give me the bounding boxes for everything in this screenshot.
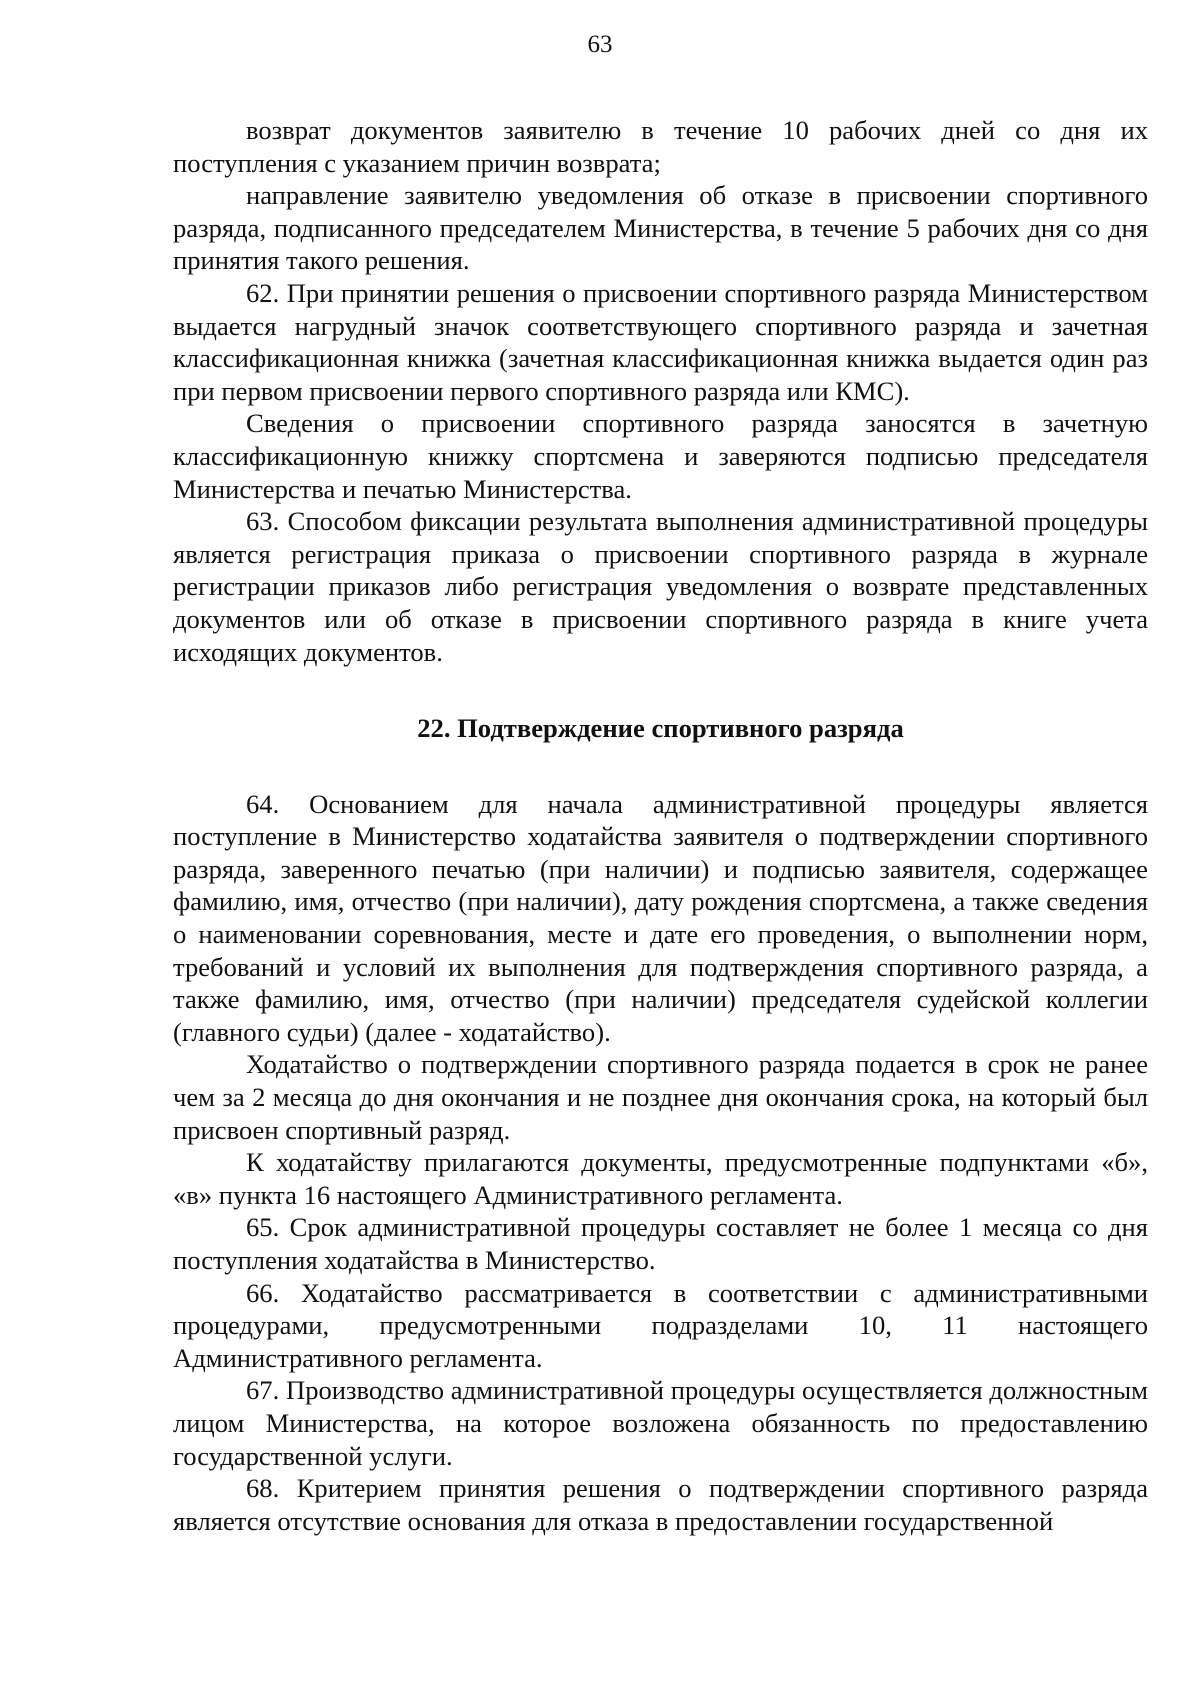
paragraph-68: 68. Критерием принятия решения о подтверждении спортивного разряда является отсутствие основания для отказа в предоставлении государственной [173,1473,1148,1536]
paragraph-62: 62. При принятии решения о присвоении спортивного разряда Министерством выдается нагрудный значок соответствующего спортивного разряда и зачетная классификационная книжка (зачетная классификационная книжка выдается один раз при первом присвоении первого спортивного разряда или КМС). [173,277,1148,406]
paragraph-64: 64. Основанием для начала административной процедуры является поступление в Министерство ходатайства заявителя о подтверждении спортивного разряда, заверенного печатью (при наличии) и подписью заявителя, содержащее фамилию, имя, отчество (при наличии), дату рождения спортсмена, а также сведения о наименовании соревнования, месте и дате его проведения, о выполнении норм, требований и условий их выполнения для подтверждения спортивного разряда, а также фамилию, имя, отчество (при наличии) председателя судейской коллегии (главного судьи) (далее - ходатайство). [173,788,1148,1047]
paragraph-63: 63. Способом фиксации результата выполнения административной процедуры является регистрация приказа о присвоении спортивного разряда в журнале регистрации приказов либо регистрация уведомления о возврате представленных документов или об отказе в присвоении спортивного разряда в книге учета исходящих документов. [173,506,1148,667]
document-body [173,114,1148,1537]
paragraph-record-book: Сведения о присвоении спортивного разряда заносятся в зачетную классификационную книжку спортсмена и заверяются подписью председателя Министерства и печатью Министерства. [173,408,1148,504]
paragraph-petition-deadline: Ходатайство о подтверждении спортивного разряда подается в срок не ранее чем за 2 месяца до дня окончания и не позднее дня окончания срока, на который был присвоен спортивный разряд. [173,1049,1148,1145]
paragraph-attachments: К ходатайству прилагаются документы, предусмотренные подпунктами «б», «в» пункта 16 настоящего Административного регламента. [173,1147,1148,1210]
paragraph-refusal-notice: направление заявителю уведомления об отказе в присвоении спортивного разряда, подписанного председателем Министерства, в течение 5 рабочих дня со дня принятия такого решения. [173,180,1148,276]
paragraph-65: 65. Срок административной процедуры составляет не более 1 месяца со дня поступления ходатайства в Министерство. [173,1212,1148,1275]
page-number: 63 [587,31,613,58]
section-heading: 22. Подтверждение спортивного разряда [417,713,904,744]
paragraph-66: 66. Ходатайство рассматривается в соответствии с административными процедурами, предусмотренными подразделами 10, 11 настоящего Административного регламента. [173,1277,1148,1373]
paragraph-return-documents: возврат документов заявителю в течение 10 рабочих дней со дня их поступления с указанием причин возврата; [173,115,1148,178]
paragraph-67: 67. Производство административной процедуры осуществляется должностным лицом Министерства, на которое возложена обязанность по предоставлению государственной услуги. [173,1375,1148,1471]
